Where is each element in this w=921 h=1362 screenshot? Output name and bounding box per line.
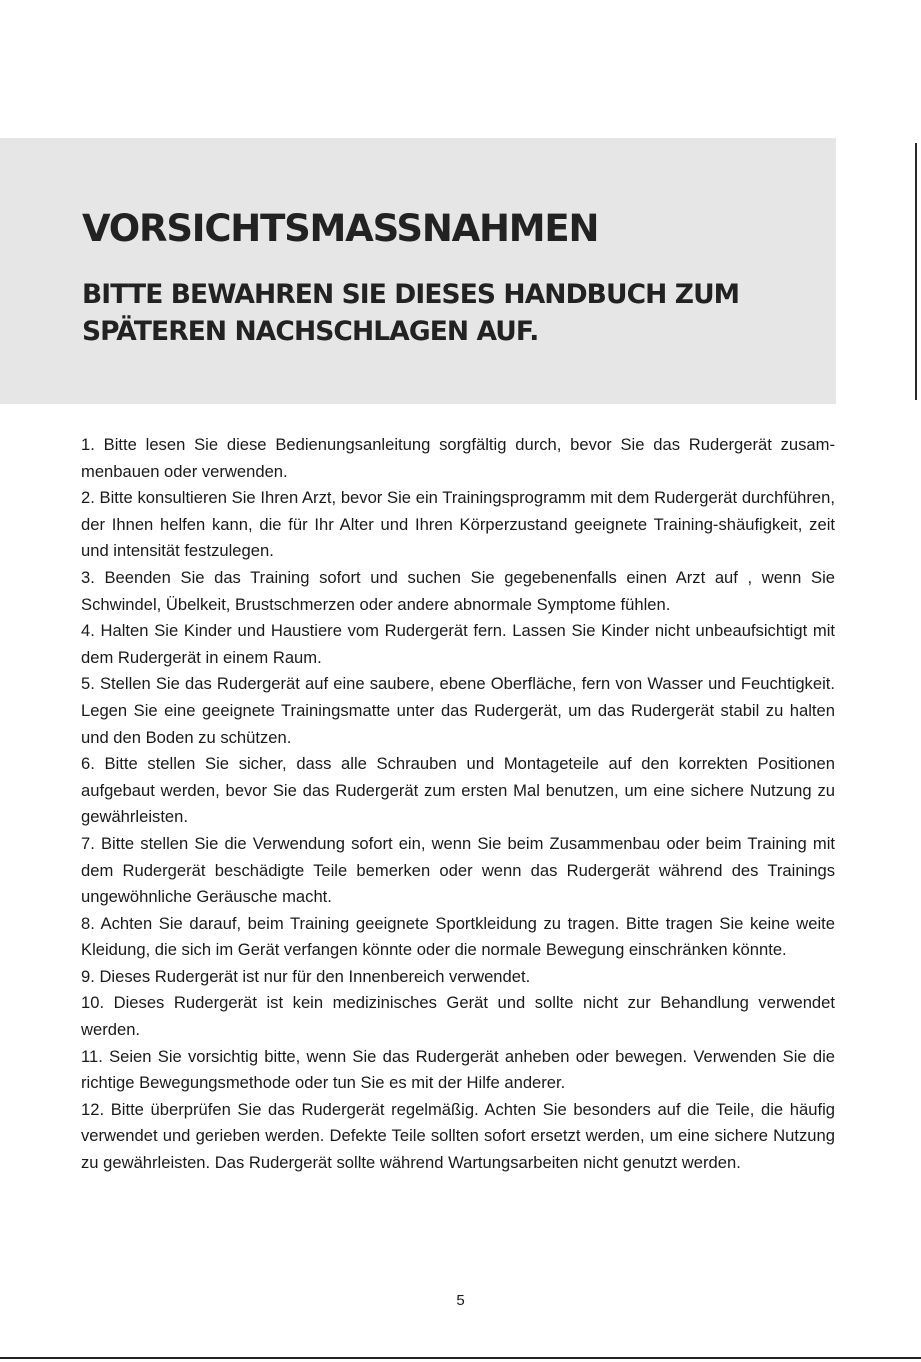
precaution-item-10: 10. Dieses Rudergerät ist kein medizinisches Gerät und sollte nicht zur Behandlung verwendet werden. [81,993,835,1040]
precaution-item-6: 6. Bitte stellen Sie sicher, dass alle Schrauben und Montageteile auf den korrekten Positionen aufgebaut werden, bevor Sie das Rudergerät zum ersten Mal benutzen, um eine sichere Nutzung zu gewährleisten. [81,754,835,827]
precaution-item-3: 3. Beenden Sie das Training sofort und suchen Sie gegebenenfalls einen Arzt auf , wenn Sie Schwindel, Übelkeit, Brustschmerzen oder andere abnormale Symptome fühlen. [81,567,835,614]
page-subtitle: BITTE BEWAHREN SIE DIESES HANDBUCH ZUM SPÄTEREN NACHSCHLAGEN AUF. [82,279,740,347]
bottom-divider [0,1357,921,1359]
precautions-list [81,432,835,1177]
edge-marker [915,143,917,400]
precaution-item-2: 2. Bitte konsultieren Sie Ihren Arzt, bevor Sie ein Trainingsprogramm mit dem Rudergerät durchführen, der Ihnen helfen kann, die für Ihr Alter und Ihren Körperzustand geeignete Training-shäufigkeit, zeit und intensität festzulegen. [81,488,835,561]
precaution-item-8: 8. Achten Sie darauf, beim Training geeignete Sportkleidung zu tragen. Bitte tragen Sie keine weite Kleidung, die sich im Gerät verfangen könnte oder die normale Bewegung einschränken könnte. [81,913,835,960]
precaution-item-4: 4. Halten Sie Kinder und Haustiere vom Rudergerät fern. Lassen Sie Kinder nicht unbeaufsichtigt mit dem Rudergerät in einem Raum. [81,621,835,667]
precaution-item-11: 11. Seien Sie vorsichtig bitte, wenn Sie das Rudergerät anheben oder bewegen. Verwenden Sie die richtige Bewegungsmethode oder tun Sie es mit der Hilfe anderer. [81,1046,835,1093]
header-band [0,138,836,404]
precaution-item-5: 5. Stellen Sie das Rudergerät auf eine saubere, ebene Oberfläche, fern von Wasser und Feuchtigkeit. Legen Sie eine geeignete Trainingsmatte unter das Rudergerät, um das Rudergerät stabil zu halten und den Boden zu schützen. [81,674,835,747]
precaution-item-1: 1. Bitte lesen Sie diese Bedienungsanleitung sorgfältig durch, bevor Sie das Rudergerät zusam-menbauen oder verwenden. [81,435,835,481]
page-title: VORSICHTSMASSNAHMEN [82,207,599,250]
precaution-item-12: 12. Bitte überprüfen Sie das Rudergerät regelmäßig. Achten Sie besonders auf die Teile, die häufig verwendet und gerieben werden. Defekte Teile sollten sofort ersetzt werden, um eine sichere Nutzung zu gewährleisten. Das Rudergerät sollte während Wartungsarbeiten nicht genutzt werden. [81,1099,835,1173]
precaution-item-7: 7. Bitte stellen Sie die Verwendung sofort ein, wenn Sie beim Zusammenbau oder beim Training mit dem Rudergerät beschädigte Teile bemerken oder wenn das Rudergerät während des Trainings ungewöhnliche Geräusche macht. [81,833,835,907]
precaution-item-9: 9. Dieses Rudergerät ist nur für den Innenbereich verwendet. [81,966,531,986]
page-number: 5 [456,1292,465,1309]
